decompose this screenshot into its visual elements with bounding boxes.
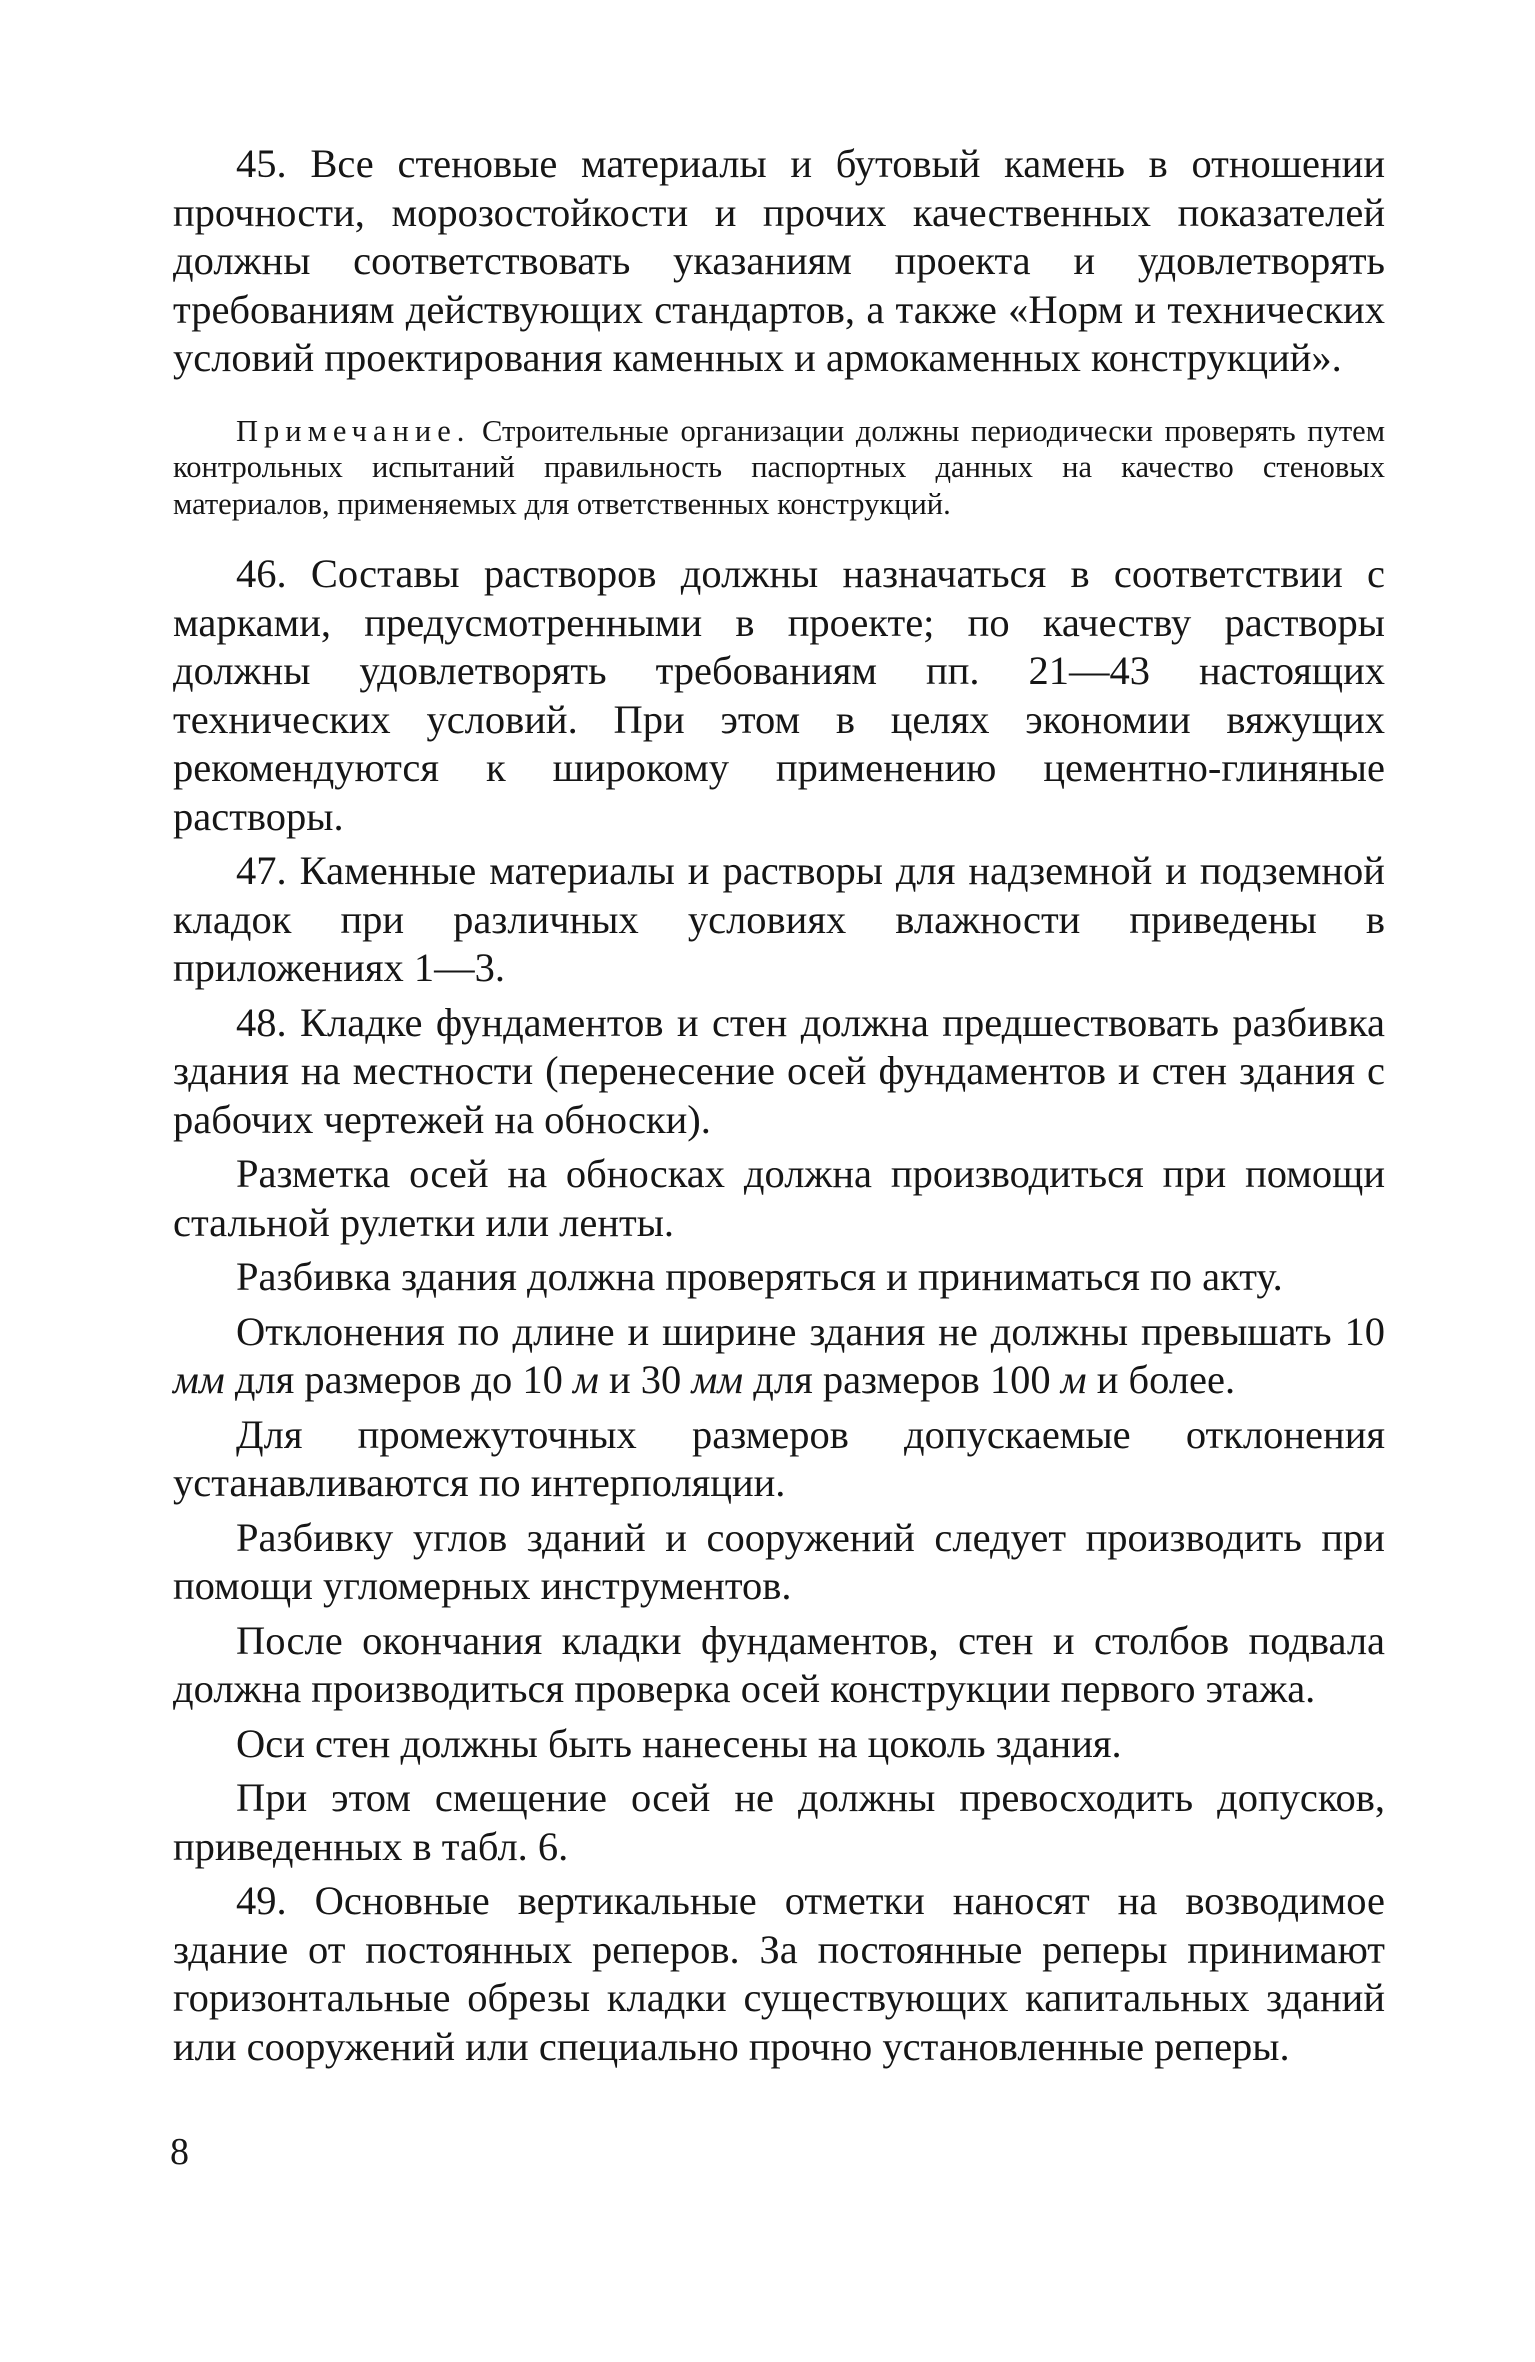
paragraph-48-offset: При этом смещение осей не должны превосходить допусков, приведенных в табл. 6. xyxy=(173,1775,1385,1869)
unit-m: м xyxy=(573,1357,599,1402)
deviation-text-1: Отклонения по длине и ширине здания не должны превышать 10 xyxy=(236,1308,1385,1354)
deviation-text-2: для размеров до 10 xyxy=(234,1357,563,1402)
deviation-text-4: для размеров 100 xyxy=(753,1357,1051,1402)
unit-mm: мм xyxy=(691,1357,744,1402)
paragraph-48-marking: Разметка осей на обносках должна производиться при помощи стальной рулетки или ленты. xyxy=(173,1151,1385,1245)
note-label: Примечание. xyxy=(236,413,471,448)
paragraph-48-angles: Разбивку углов зданий и сооружений следует производить при помощи угломерных инструментов. xyxy=(173,1514,1385,1608)
note-paragraph xyxy=(173,413,1385,523)
paragraph-45: 45. Все стеновые материалы и бутовый камень в отношении прочности, морозостойкости и прочих качественных показателей должны соответствовать указаниям проекта и удовлетворять требованиям действующих стандартов, а также «Норм и технических условий проектирования каменных и армокаменных конструкций». xyxy=(173,141,1385,380)
paragraph-48-plinth: Оси стен должны быть нанесены на цоколь здания. xyxy=(236,1720,1122,1766)
deviation-text-5: и более. xyxy=(1096,1357,1236,1402)
note-text: Строительные организации должны периодически проверять путем контрольных испытаний правильность паспортных данных на качество стеновых материалов, применяемых для ответственных конструкций. xyxy=(173,413,1386,521)
paragraph-48: 48. Кладке фундаментов и стен должна предшествовать разбивка здания на местности (перенесение осей фундаментов и стен здания с рабочих чертежей на обноски). xyxy=(173,999,1385,1142)
document-page xyxy=(173,140,1385,2280)
deviation-text-3: и 30 xyxy=(609,1357,682,1402)
paragraph-46: 46. Составы растворов должны назначаться в соответствии с марками, предусмотренными в проекте; по качеству растворы должны удовлетворять требованиям пп. 21—43 настоящих технических условий. При этом в целях экономии вяжущих рекомендуются к широкому применению цементно-глиняные растворы. xyxy=(173,551,1385,839)
paragraph-48-acceptance: Разбивка здания должна проверяться и приниматься по акту. xyxy=(236,1254,1283,1299)
paragraph-49: 49. Основные вертикальные отметки наносят на возводимое здание от постоянных реперов. За постоянные реперы принимают горизонтальные обрезы кладки существующих капитальных зданий или сооружений или специально прочно установленные реперы. xyxy=(173,1878,1385,2069)
paragraph-48-check: После окончания кладки фундаментов, стен и столбов подвала должна производиться проверка осей конструкции первого этажа. xyxy=(173,1617,1385,1711)
paragraph-48-intermediate: Для промежуточных размеров допускаемые отклонения устанавливаются по интерполяции. xyxy=(173,1411,1385,1505)
unit-mm: мм xyxy=(173,1357,225,1402)
paragraph-47: 47. Каменные материалы и растворы для надземной и подземной кладок при различных условиях влажности приведены в приложениях 1—3. xyxy=(173,848,1385,990)
paragraph-48-deviation xyxy=(173,1308,1385,1405)
page-number: 8 xyxy=(170,2131,189,2173)
unit-m: м xyxy=(1060,1357,1087,1402)
